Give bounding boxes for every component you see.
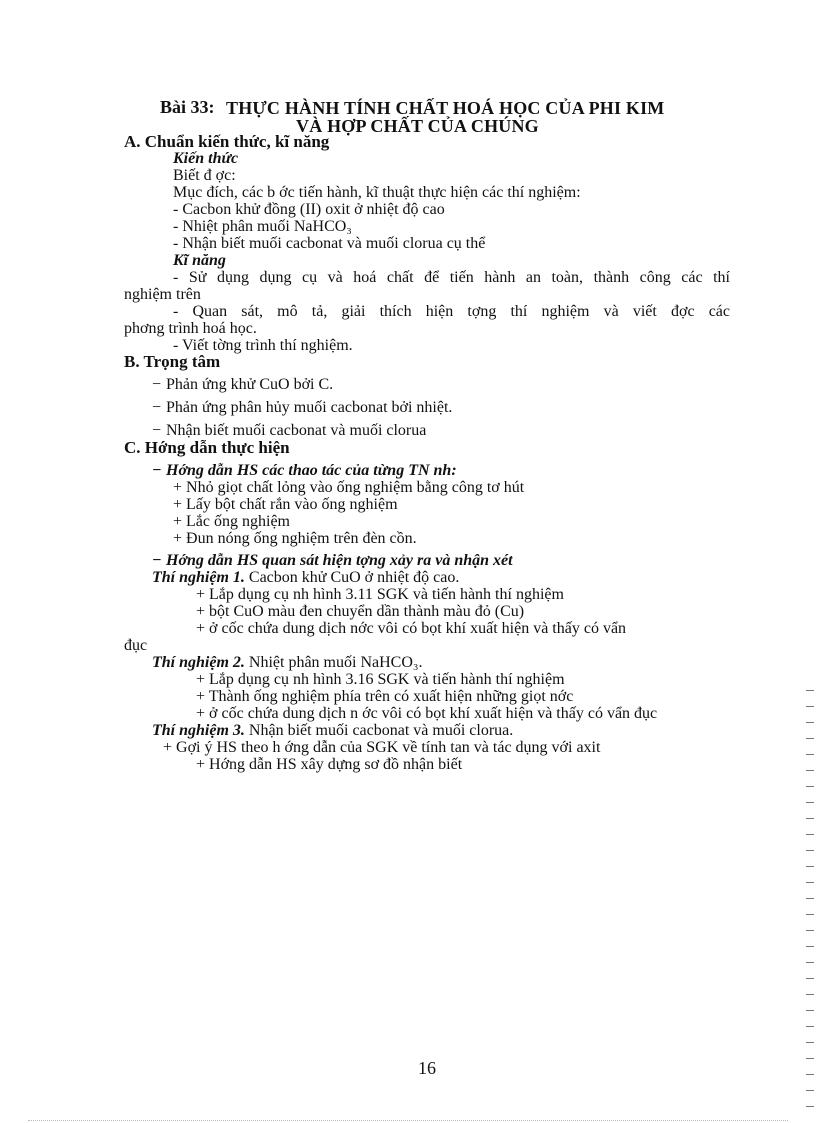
lesson-number: Bài 33: <box>160 97 215 117</box>
experiment-3: Thí nghiệm 3. Nhận biết muối cacbonat và muối clorua. <box>152 722 514 739</box>
border-tick <box>806 1042 814 1043</box>
operation-item: + Nhỏ giọt chất lỏng vào ống nghiệm bằng công tơ hút <box>173 479 525 496</box>
guide-1: − Hớng dẫn HS các thao tác của từng TN nh: <box>152 462 457 479</box>
experiment-1-item: + ở cốc chứa dung dịch nớc vôi có bọt khí xuất hiện và thấy có vẩn <box>196 620 627 637</box>
border-tick <box>806 978 814 979</box>
border-tick <box>806 930 814 931</box>
focus-item: − Phản ứng khử CuO bởi C. <box>152 376 334 393</box>
section-b-heading: B. Trọng tâm <box>124 352 221 371</box>
knowledge-item: - Nhiệt phân muối NaHCO₃ <box>173 218 352 235</box>
border-tick <box>806 1074 814 1075</box>
experiment-3-item: + Gợi ý HS theo h ớng dẫn của SGK về tính tan và tác dụng với axit <box>163 739 601 756</box>
border-tick <box>806 898 814 899</box>
dash-icon: − <box>152 376 162 393</box>
section-a-heading: A. Chuẩn kiến thức, kĩ năng <box>124 132 330 151</box>
border-tick <box>806 882 814 883</box>
operation-item: + Đun nóng ống nghiệm trên đèn cồn. <box>173 530 417 547</box>
lesson-title-line-2: VÀ HỢP CHẤT CỦA CHÚNG <box>296 116 539 136</box>
skill-item-2: - Quan sát, mô tả, giải thích hiện tợng thí nghiệm và viết đợc các <box>173 303 730 320</box>
page-number: 16 <box>418 1058 436 1078</box>
dash-icon: − <box>152 399 162 416</box>
border-tick <box>806 1106 814 1107</box>
border-tick <box>806 754 814 755</box>
bottom-border <box>28 1120 788 1121</box>
border-tick <box>806 770 814 771</box>
experiment-2-item: + Thành ống nghiệm phía trên có xuất hiện những giọt nớc <box>196 688 574 705</box>
experiment-2: Thí nghiệm 2. Nhiệt phân muối NaHCO₃. <box>152 654 423 671</box>
border-tick <box>806 994 814 995</box>
guide-2: − Hớng dẫn HS quan sát hiện tợng xảy ra và nhận xét <box>152 552 513 569</box>
section-c-heading: C. Hớng dẫn thực hiện <box>124 438 290 457</box>
border-tick <box>806 722 814 723</box>
skills-label: Kĩ năng <box>173 252 226 269</box>
knowledge-item: - Nhận biết muối cacbonat và muối clorua cụ thể <box>173 235 486 252</box>
right-border <box>806 690 814 1120</box>
purpose-text: Mục đích, các b ớc tiến hành, kĩ thuật thực hiện các thí nghiệm: <box>173 184 581 201</box>
border-tick <box>806 786 814 787</box>
border-tick <box>806 850 814 851</box>
border-tick <box>806 738 814 739</box>
dash-icon: − <box>152 422 162 439</box>
experiment-2-item: + Lắp dụng cụ nh hình 3.16 SGK và tiến hành thí nghiệm <box>196 671 565 688</box>
lesson-title-line-1: THỰC HÀNH TÍNH CHẤT HOÁ HỌC CỦA PHI KIM <box>226 98 665 118</box>
experiment-1-item-cont: đục <box>124 637 148 654</box>
border-tick <box>806 690 814 691</box>
experiment-2-item: + ở cốc chứa dung dịch n ớc vôi có bọt khí xuất hiện và thấy có vẩn đục <box>196 705 658 722</box>
knowledge-item: - Cacbon khử đồng (II) oxit ở nhiệt độ cao <box>173 201 445 218</box>
border-tick <box>806 866 814 867</box>
operation-item: + Lắc ống nghiệm <box>173 513 290 530</box>
focus-item: − Nhận biết muối cacbonat và muối clorua <box>152 422 427 439</box>
know-intro: Biết đ ợc: <box>173 167 236 184</box>
experiment-3-item: + Hớng dẫn HS xây dựng sơ đồ nhận biết <box>196 756 463 773</box>
dash-icon: − <box>152 552 162 569</box>
border-tick <box>806 802 814 803</box>
border-tick <box>806 914 814 915</box>
border-tick <box>806 1026 814 1027</box>
operation-item: + Lấy bột chất rắn vào ống nghiệm <box>173 496 398 513</box>
knowledge-label: Kiến thức <box>173 150 239 167</box>
experiment-1-item: + Lắp dụng cụ nh hình 3.11 SGK và tiến hành thí nghiệm <box>196 586 564 603</box>
border-tick <box>806 1090 814 1091</box>
border-tick <box>806 946 814 947</box>
skill-item-2-cont: phơng trình hoá học. <box>124 320 257 337</box>
skill-item-3: - Viết tờng trình thí nghiệm. <box>173 337 353 354</box>
skill-item-1-cont: nghiệm trên <box>124 286 201 303</box>
border-tick <box>806 706 814 707</box>
focus-item: − Phản ứng phân hủy muối cacbonat bởi nhiệt. <box>152 399 453 416</box>
border-tick <box>806 834 814 835</box>
dash-icon: − <box>152 462 162 479</box>
border-tick <box>806 1010 814 1011</box>
border-tick <box>806 1058 814 1059</box>
skill-item-1: - Sử dụng dụng cụ và hoá chất để tiến hành an toàn, thành công các thí <box>173 269 730 286</box>
experiment-1-item: + bột CuO màu đen chuyển dần thành màu đỏ (Cu) <box>196 603 525 620</box>
border-tick <box>806 818 814 819</box>
experiment-1: Thí nghiệm 1. Cacbon khử CuO ở nhiệt độ cao. <box>152 569 460 586</box>
border-tick <box>806 962 814 963</box>
